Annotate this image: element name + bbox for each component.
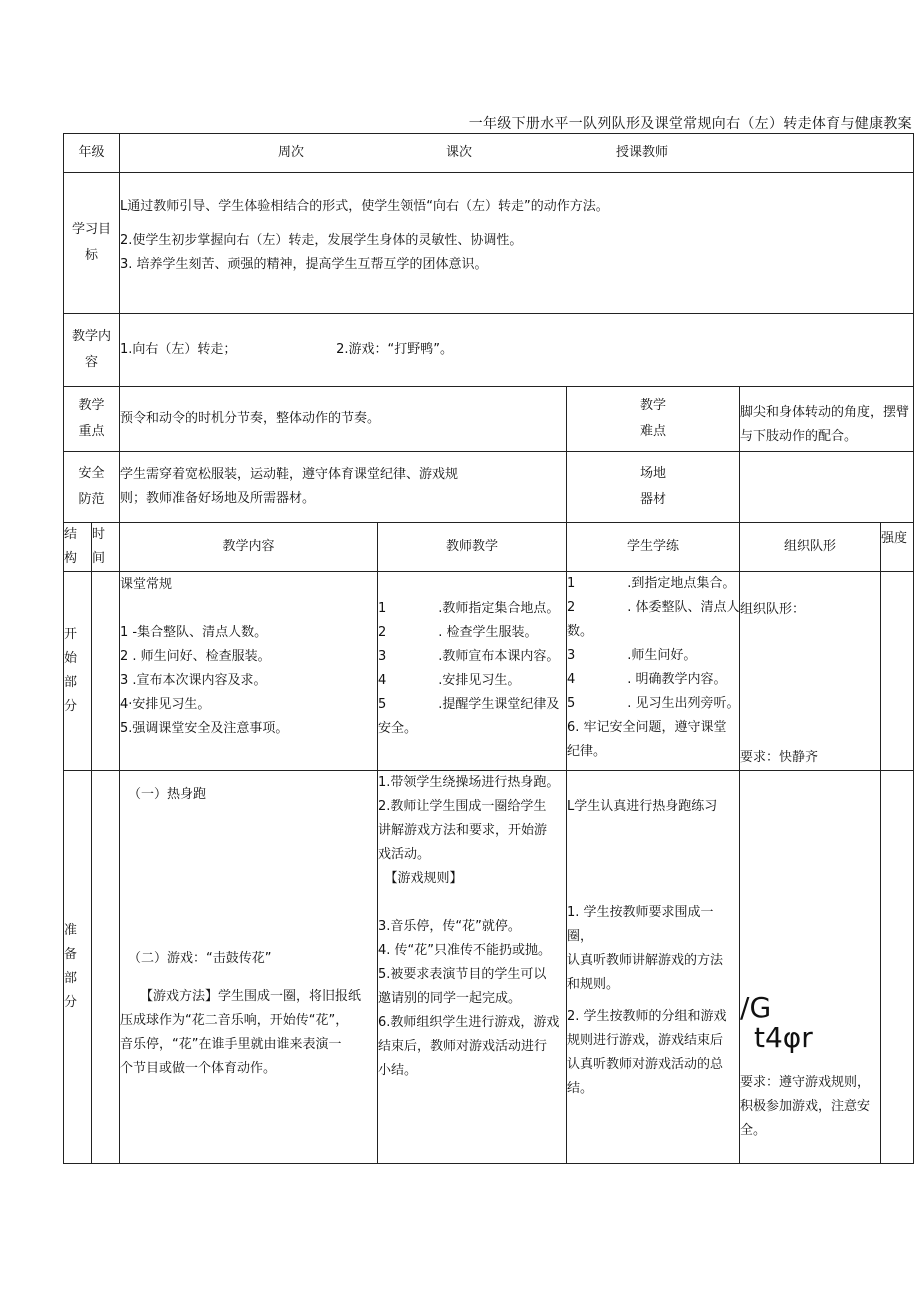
venue-label: 场地 (640, 466, 667, 481)
start-label: 部 (64, 675, 78, 690)
safety-label-2: 防范 (78, 492, 105, 507)
prep-student-line: 和规则。 (567, 977, 620, 992)
start-teacher-line: 4 .安排见习生。 (378, 673, 521, 688)
prep-requirement: 积极参加游戏，注意安 (740, 1099, 871, 1114)
prep-label: 部 (64, 971, 78, 986)
formation-mark-1: /G (740, 991, 772, 1024)
prep-student-line: 认真听教师对游戏活动的总 (567, 1057, 724, 1072)
document-title: 一年级下册水平一队列队形及课堂常规向右（左）转走体育与健康教案 (468, 116, 912, 132)
start-student-line: 1 .到指定地点集合。 (567, 576, 736, 591)
prep-requirement: 要求：遵守游戏规则， (740, 1075, 871, 1090)
prep-student-line: L学生认真进行热身跑练习 (567, 799, 718, 814)
prep-label: 备 (64, 947, 78, 962)
prep-game-method: 压成球作为“花二音乐响，开始传“花”， (120, 1013, 349, 1028)
start-teacher-line: 1 .教师指定集合地点。 (378, 601, 560, 616)
safety-row (64, 452, 914, 523)
prep-teacher-line: 戏活动。 (378, 847, 431, 862)
content-item-1: 1.向右（左）转走； (120, 342, 237, 357)
objective-item: L通过教师引导、学生体验相结合的形式，使学生领悟“向右（左）转走”的动作方法。 (120, 199, 609, 214)
header-row (64, 134, 914, 173)
content-item-2: 2.游戏：“打野鸭”。 (336, 342, 454, 357)
prep-teacher-line: 5.被要求表演节目的学生可以 (378, 967, 547, 982)
start-teacher-line: 3 .教师宣布本课内容。 (378, 649, 560, 664)
header-fields (120, 134, 914, 173)
start-student-line: 3 .师生问好。 (567, 648, 697, 663)
start-teacher-line: 5 .提醒学生课堂纪律及 (378, 697, 560, 712)
column-header-row (64, 523, 914, 572)
start-student-line: 2 . 体委整队、清点人 (567, 600, 740, 615)
start-content-line: 4·安排见习生。 (120, 697, 211, 712)
difficulty-label-2: 难点 (640, 424, 667, 439)
objective-item: 2.使学生初步掌握向右（左）转走，发展学生身体的灵敏性、协调性。 (120, 233, 523, 248)
start-student-line: 4 . 明确教学内容。 (567, 672, 727, 687)
prep-teacher-line: 邀请别的同学一起完成。 (378, 991, 522, 1006)
structure-col-header-2: 构 (64, 551, 78, 566)
safety-label: 安全 (78, 466, 105, 481)
venue-label-2: 器材 (640, 492, 667, 507)
prep-game-rules-title: 【游戏规则】 (378, 871, 463, 886)
key-points-label-2: 重点 (78, 424, 105, 439)
prep-teacher-line: 3.音乐停，传“花”就停。 (378, 919, 521, 934)
objectives-label: 学习目 (72, 222, 112, 237)
time-col-header: 时 (92, 527, 106, 542)
start-content-line: 3 .宣布本次课内容及求。 (120, 673, 267, 688)
grade-label: 年级 (64, 134, 120, 173)
prep-teacher-line: 2.教师让学生围成一圈给学生 (378, 799, 547, 814)
teacher-col-header: 教师教学 (378, 523, 567, 572)
formation-col-header: 组织队形 (740, 523, 881, 572)
intensity-col-header: 强度 (881, 523, 914, 572)
prep-label: 分 (64, 995, 78, 1010)
difficulty-text: 脚尖和身体转动的角度，摆臂与下肢动作的配合。 (740, 387, 914, 452)
time-col-header-2: 间 (92, 551, 106, 566)
prep-teacher-line: 4. 传“花”只准传不能扔或抛。 (378, 943, 552, 958)
student-col-header: 学生学练 (567, 523, 740, 572)
prep-student-line: 结。 (567, 1081, 594, 1096)
objectives-label-2: 标 (85, 248, 99, 263)
content-row (64, 314, 914, 387)
start-student-line: 6. 牢记安全问题，遵守课堂 (567, 720, 727, 735)
lesson-label: 课次 (446, 145, 473, 160)
start-formation-label: 组织队形： (740, 602, 806, 617)
prep-game-method: 个节目或做一个体育动作。 (120, 1061, 277, 1076)
safety-line: 则；教师准备好场地及所需器材。 (120, 491, 316, 506)
key-points-label: 教学 (78, 398, 105, 413)
start-label: 始 (64, 651, 78, 666)
prep-teacher-line: 讲解游戏方法和要求，开始游 (378, 823, 548, 838)
content-label-2: 容 (85, 355, 99, 370)
safety-line: 学生需穿着宽松服装，运动鞋，遵守体育课堂纪律、游戏规 (120, 467, 459, 482)
start-content-line: 5.强调课堂安全及注意事项。 (120, 721, 289, 736)
prep-teacher-line: 结束后，教师对游戏活动进行 (378, 1039, 548, 1054)
difficulty-label: 教学 (640, 398, 667, 413)
prep-student-line: 认真听教师讲解游戏的方法 (567, 953, 724, 968)
content-label: 教学内 (72, 329, 112, 344)
key-points-text: 预令和动令的时机分节奏，整体动作的节奏。 (120, 387, 567, 452)
lesson-plan-table (63, 133, 914, 1164)
prep-student-line: 2. 学生按教师的分组和游戏 (567, 1009, 727, 1024)
prep-teacher-line: 小结。 (378, 1063, 418, 1078)
start-teacher-line: 安全。 (378, 721, 418, 736)
teacher-label: 授课教师 (616, 145, 669, 160)
prep-requirement: 全。 (740, 1123, 767, 1138)
prep-teacher-line: 6.教师组织学生进行游戏，游戏 (378, 1015, 560, 1030)
start-section-row (64, 572, 914, 771)
start-content-line: 1 -集合整队、清点人数。 (120, 625, 268, 640)
start-student-line: 5 . 见习生出列旁听。 (567, 696, 740, 711)
objectives-row (64, 173, 914, 314)
objective-item: 3. 培养学生刻苦、顽强的精神，提高学生互帮互学的团体意识。 (120, 257, 488, 272)
start-content-line: 课堂常规 (120, 577, 173, 592)
prep-warmup: （一）热身跑 (128, 787, 207, 802)
prep-teacher-line: 1.带领学生绕操场进行热身跑。 (378, 775, 560, 790)
structure-col-header: 结 (64, 527, 78, 542)
week-label: 周次 (278, 145, 305, 160)
key-points-row (64, 387, 914, 452)
start-student-line: 数。 (567, 624, 594, 639)
start-label: 分 (64, 699, 78, 714)
prep-game-method: 音乐停，“花”在谁手里就由谁来表演一 (120, 1037, 342, 1052)
prep-student-line: 规则进行游戏，游戏结束后 (567, 1033, 724, 1048)
content-col-header: 教学内容 (120, 523, 378, 572)
start-requirement: 要求：快静齐 (740, 750, 819, 765)
prep-label: 准 (64, 923, 78, 938)
formation-mark-2: t4φr (754, 1021, 813, 1054)
start-student-line: 纪律。 (567, 744, 607, 759)
start-content-line: 2 . 师生问好、检查服装。 (120, 649, 271, 664)
prep-game-method: 【游戏方法】学生围成一圈，将旧报纸 (140, 989, 362, 1004)
start-label: 开 (64, 627, 78, 642)
prep-student-line: 1. 学生按教师要求围成一圈， (567, 905, 714, 944)
prep-section-row (64, 771, 914, 1164)
prep-game: （二）游戏：“击鼓传花” (128, 951, 272, 966)
start-teacher-line: 2 . 检查学生服装。 (378, 625, 538, 640)
